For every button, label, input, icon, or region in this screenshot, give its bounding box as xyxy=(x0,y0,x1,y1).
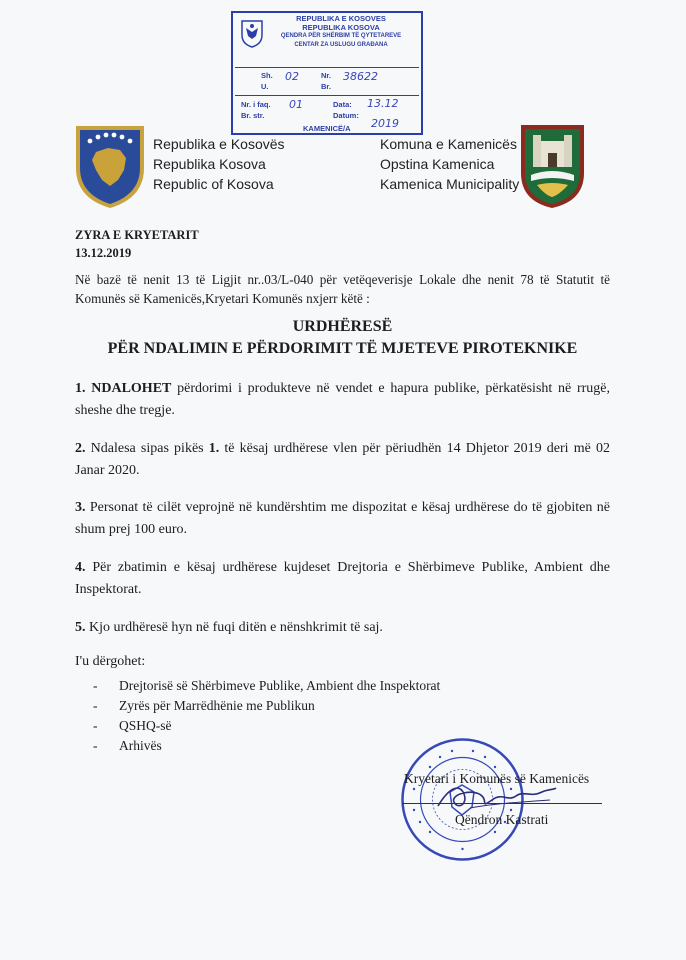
stamp-line-3: QENDRA PËR SHËRBIM TË QYTETAREVE xyxy=(280,33,402,39)
intro-paragraph: Në bazë të nenit 13 të Ligjit nr..03/L-040 për vetëqeverisje Lokale dhe nenit 78 të Statutit të Komunës së Kamenicës,Kryetari Komunës nxjerr këtë : xyxy=(75,272,610,306)
article-1-text: përdorimi i produkteve në vendet e hapura publike, përkatësisht në rrugë, sheshe dhe tregje. xyxy=(75,381,611,418)
stamp-year-value: 2019 xyxy=(371,117,399,130)
article-2 xyxy=(75,438,610,482)
article-2-number: 2. xyxy=(75,441,86,456)
article-3-number: 3. xyxy=(75,500,86,515)
stamp-str-label: Br. str. xyxy=(241,111,265,120)
stamp-line-2: REPUBLIKA KOSOVA xyxy=(302,23,380,32)
letterhead-right xyxy=(380,134,519,194)
article-1-keyword: NDALOHET xyxy=(91,381,172,396)
distribution-item: - Zyrës për Marrëdhënie me Publikun xyxy=(93,696,440,716)
distribution-item: - QSHQ-së xyxy=(93,716,440,736)
article-1 xyxy=(75,378,610,422)
letterhead-left-line-1: Republika e Kosovës xyxy=(153,136,285,152)
document-subtitle: PËR NDALIMIN E PËRDORIMIT TË MJETEVE PIROTEKNIKE xyxy=(107,340,578,357)
stamp-date-value: 13.12 xyxy=(367,97,399,110)
office-date: 13.12.2019 xyxy=(75,246,132,260)
stamp-divider xyxy=(235,67,419,68)
stamp-u-label: U. xyxy=(261,82,269,91)
stamp-nr-value: 38622 xyxy=(343,70,378,83)
article-5-number: 5. xyxy=(75,620,86,635)
kosovo-coat-of-arms-icon xyxy=(74,124,146,210)
stamp-sh-value: 02 xyxy=(285,70,299,83)
stamp-faq-label: Nr. i faq. xyxy=(241,100,271,109)
eagle-emblem-icon xyxy=(239,18,265,48)
article-5-text: Kjo urdhëresë hyn në fuqi ditën e nënshkrimit të saj. xyxy=(85,620,383,635)
office-block xyxy=(75,226,199,262)
office-name: ZYRA E KRYETARIT xyxy=(75,228,199,242)
letterhead-right-line-2: Opstina Kamenica xyxy=(380,156,495,172)
signatory-name: Qëndron Kastrati xyxy=(455,812,549,827)
stamp-datum-label: Datum: xyxy=(333,111,359,120)
stamp-line-4: CENTAR ZA USLUGU GRAĐANA xyxy=(294,42,388,48)
stamp-nr-label: Nr. xyxy=(321,71,332,80)
article-2-ref: 1. xyxy=(208,441,220,456)
article-3 xyxy=(75,497,610,541)
article-2-text-a: Ndalesa sipas pikës xyxy=(85,441,209,456)
letterhead-left-line-3: Republic of Kosova xyxy=(153,176,274,192)
stamp-faq-value: 01 xyxy=(289,98,303,111)
letterhead-left-line-2: Republika Kosova xyxy=(153,156,266,172)
stamp-place: KAMENICË/A xyxy=(303,124,351,133)
distribution-label: I'u dërgohet: xyxy=(75,654,146,669)
letterhead-left xyxy=(153,134,285,194)
stamp-br-label: Br. xyxy=(321,82,332,91)
article-4 xyxy=(75,557,610,601)
signatory-title: Kryetari i Komunës së Kamenicës xyxy=(404,771,590,786)
registration-stamp xyxy=(231,11,423,135)
kamenica-coat-of-arms-icon xyxy=(519,123,586,210)
letterhead-right-line-1: Komuna e Kamenicës xyxy=(380,136,517,152)
article-2-text-b: të kësaj urdhërese vlen për përiudhën 14 Dhjetor 2019 deri më 02 Janar 2020. xyxy=(75,441,610,478)
document-title: URDHËRESË xyxy=(292,318,393,335)
stamp-divider-2 xyxy=(235,95,419,96)
article-1-number: 1. xyxy=(75,381,86,396)
stamp-sh-label: Sh. xyxy=(261,71,273,80)
letterhead-right-line-3: Kamenica Municipality xyxy=(380,176,520,192)
article-4-number: 4. xyxy=(75,560,86,575)
distribution-item: - Arhivës xyxy=(93,736,440,756)
article-5 xyxy=(75,617,610,639)
article-3-text: Personat të cilët veprojnë në kundërshtim me dispozitat e kësaj urdhërese do të gjobiten në shum prej 100 euro. xyxy=(75,500,610,537)
stamp-header xyxy=(263,14,419,50)
article-4-text: Për zbatimin e kësaj urdhërese kujdeset Drejtoria e Shërbimeve Publike, Ambient dhe Inspektorat. xyxy=(75,560,610,597)
stamp-data-label: Data: xyxy=(333,100,352,109)
distribution-item: - Drejtorisë së Shërbimeve Publike, Ambient dhe Inspektorat xyxy=(93,676,440,696)
distribution-list xyxy=(93,676,440,756)
stamp-line-1: REPUBLIKA E KOSOVES xyxy=(296,14,386,23)
